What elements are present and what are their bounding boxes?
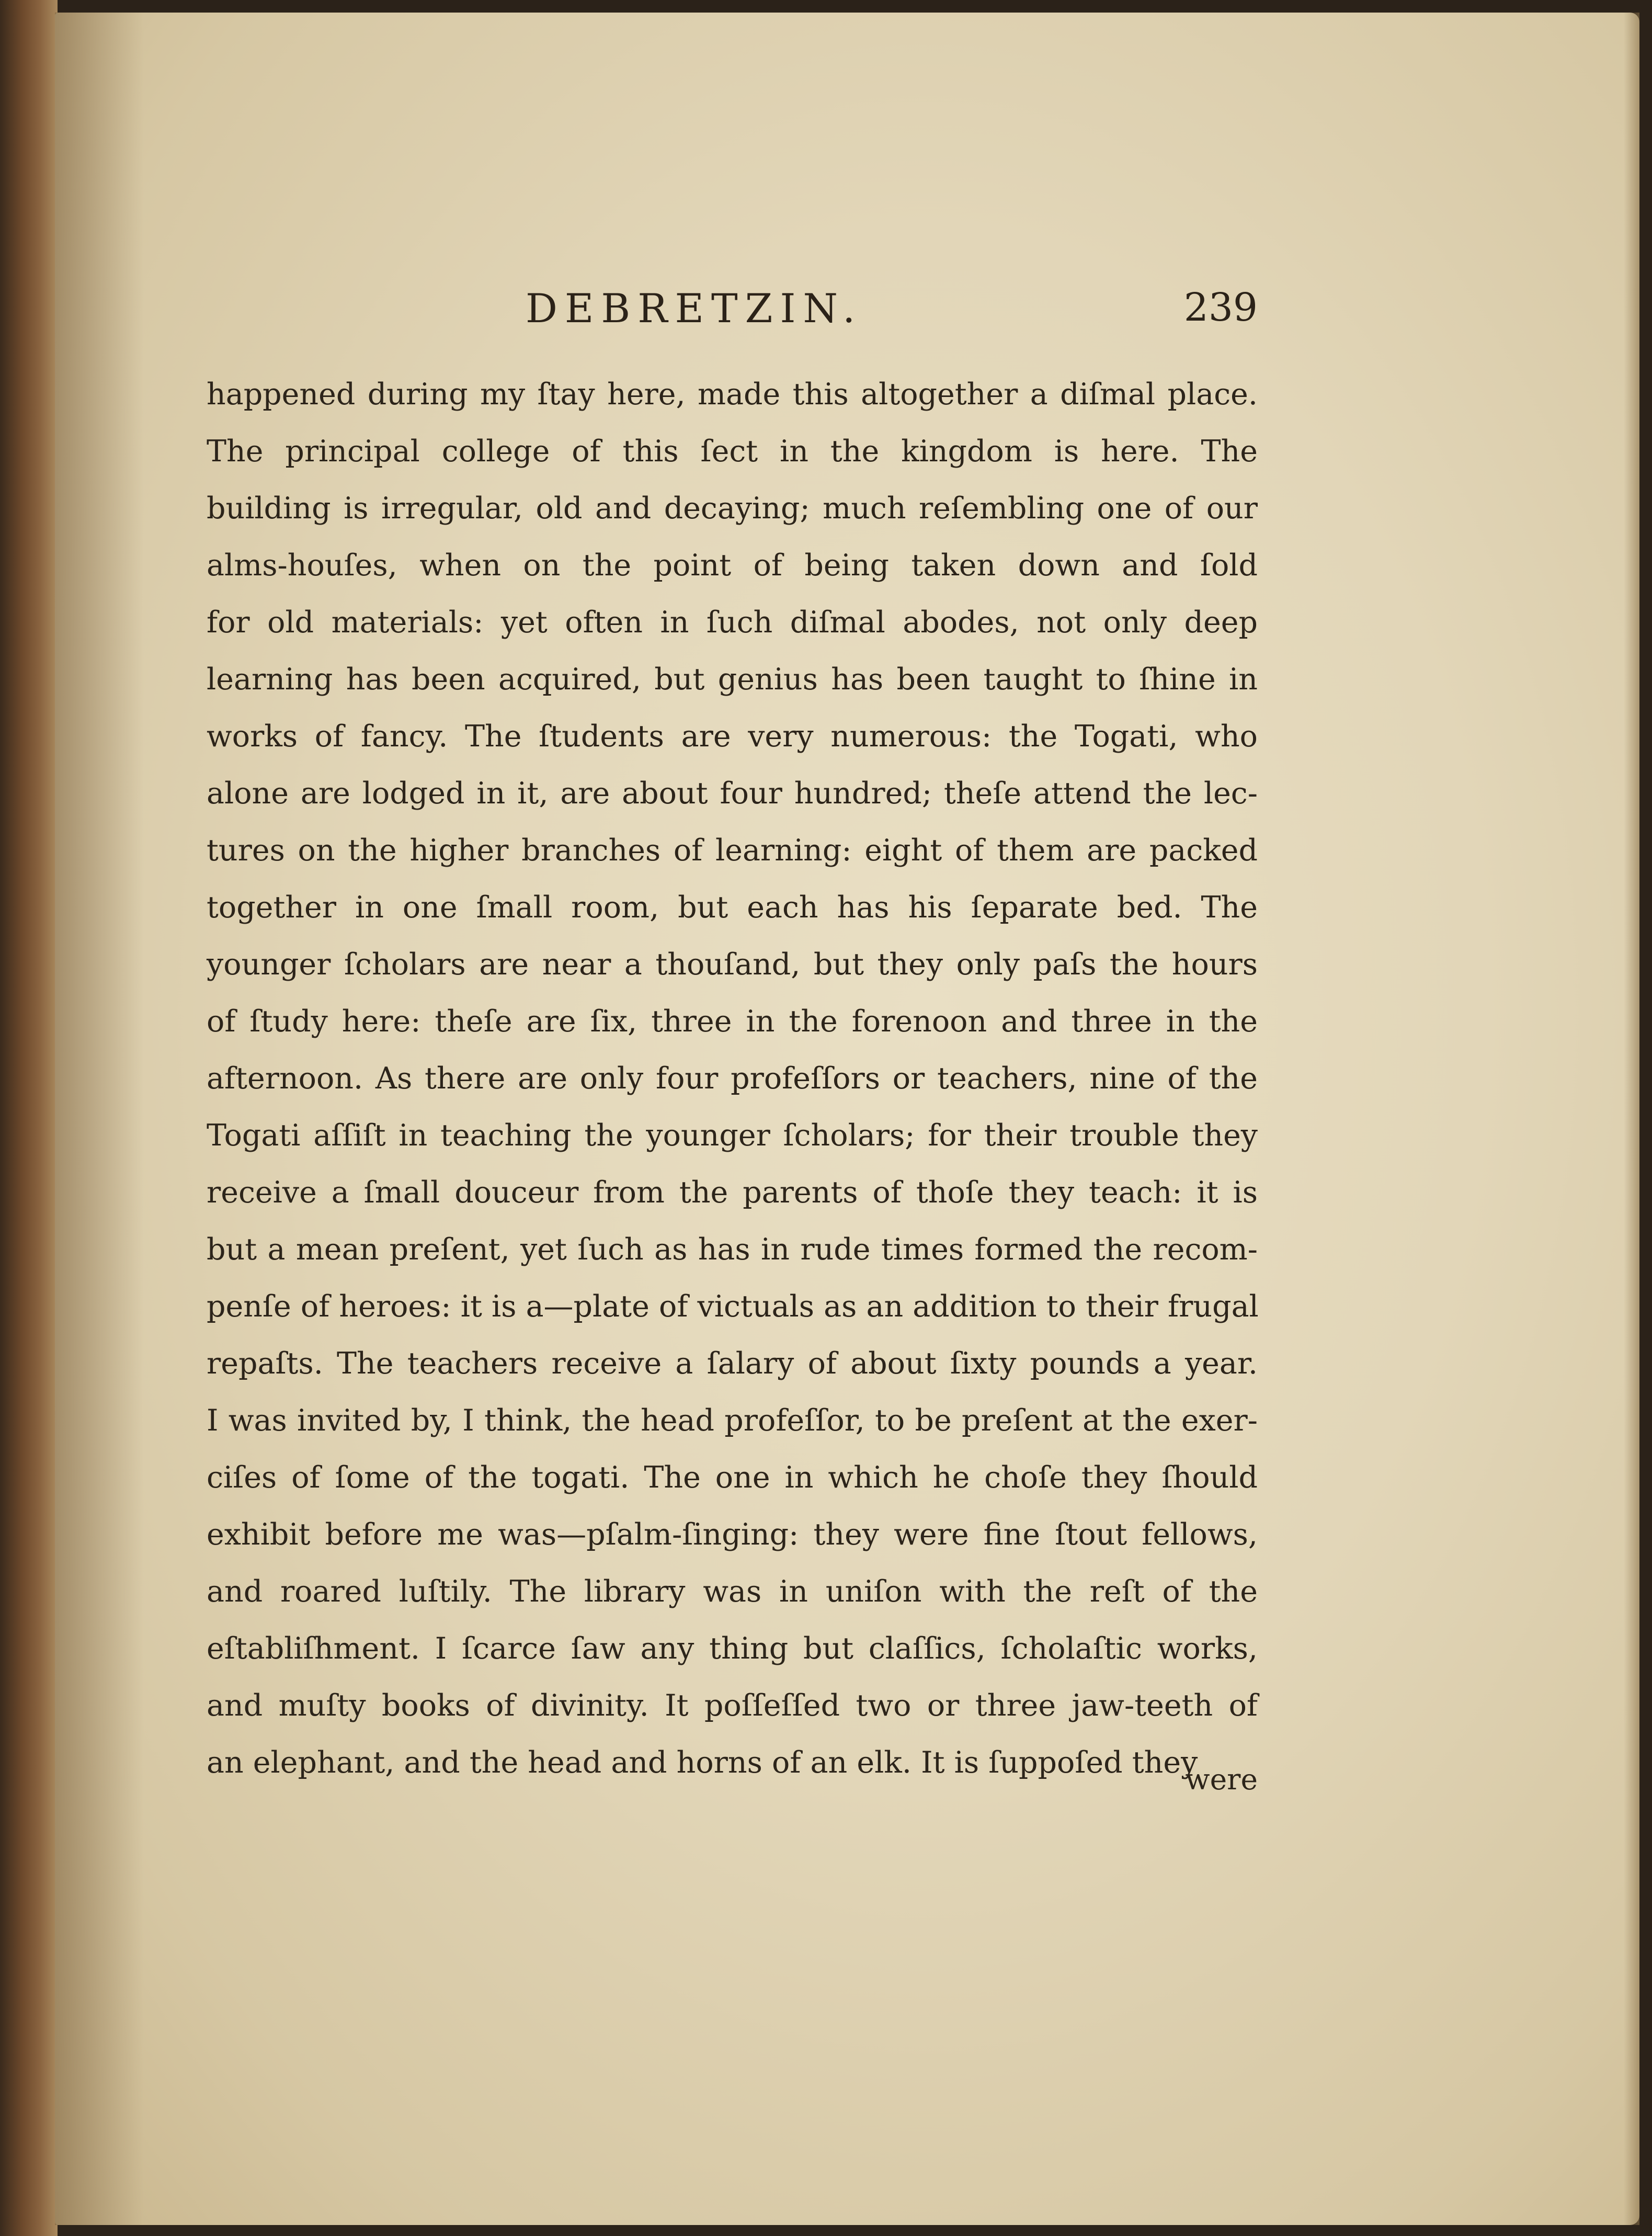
text-line: for old materials: yet often in ſuch diſmal abodes, not only deep	[207, 605, 1258, 640]
text-line: but a mean preſent, yet ſuch as has in rude times formed the recom-	[207, 1232, 1258, 1267]
text-line: works of fancy. The ſtudents are very numerous: the Togati, who	[207, 719, 1258, 754]
text-line: an elephant, and the head and horns of an elk. It is ſuppoſed they	[207, 1745, 1198, 1780]
text-line: The principal college of this ſect in the kingdom is here. The	[207, 434, 1258, 469]
text-line: I was invited by, I think, the head profeſſor, to be preſent at the exer-	[207, 1403, 1258, 1438]
text-line: and roared luſtily. The library was in uniſon with the reſt of the	[207, 1574, 1258, 1609]
text-line: happened during my ſtay here, made this altogether a diſmal place.	[207, 377, 1258, 412]
text-line: learning has been acquired, but genius has been taught to ſhine in	[207, 662, 1258, 697]
text-line: and muſty books of divinity. It poſſeſſed two or three jaw-teeth of	[207, 1688, 1258, 1723]
gutter-shadow	[55, 13, 144, 2225]
text-line: repaſts. The teachers receive a ſalary of about ſixty pounds a year.	[207, 1346, 1258, 1381]
text-line: alms-houſes, when on the point of being taken down and ſold	[207, 548, 1258, 583]
text-line: afternoon. As there are only four profeſſors or teachers, nine of the	[207, 1061, 1258, 1096]
text-line: eſtabliſhment. I ſcarce ſaw any thing but claſſics, ſcholaſtic works,	[207, 1631, 1258, 1666]
text-line: Togati aſſiſt in teaching the younger ſcholars; for their trouble they	[207, 1118, 1258, 1153]
text-line: exhibit before me was—pſalm-ſinging: they were fine ſtout fellows,	[207, 1517, 1258, 1552]
text-line: building is irregular, old and decaying; much reſembling one of our	[207, 491, 1258, 526]
body-text	[207, 366, 1258, 1791]
text-line: together in one ſmall room, but each has his ſeparate bed. The	[207, 890, 1258, 925]
text-line: alone are lodged in it, are about four hundred; theſe attend the lec-	[207, 776, 1258, 811]
text-line: tures on the higher branches of learning: eight of them are packed	[207, 833, 1258, 868]
running-head-title: DEBRETZIN.	[526, 285, 863, 332]
page-number: 239	[1183, 285, 1258, 330]
text-line: penſe of heroes: it is a—plate of victuals as an addition to their frugal	[207, 1289, 1259, 1324]
text-line: receive a ſmall douceur from the parents of thoſe they teach: it is	[207, 1175, 1258, 1210]
text-line: of ſtudy here: theſe are ſix, three in the forenoon and three in the	[207, 1004, 1258, 1039]
text-line: ciſes of ſome of the togati. The one in which he choſe they ſhould	[207, 1460, 1258, 1495]
book-binding	[0, 0, 58, 2236]
running-head	[207, 285, 1258, 343]
catchword: were	[1185, 1763, 1258, 1796]
page-edge	[1624, 13, 1639, 2225]
text-line: younger ſcholars are near a thouſand, but they only paſs the hours	[207, 947, 1258, 982]
